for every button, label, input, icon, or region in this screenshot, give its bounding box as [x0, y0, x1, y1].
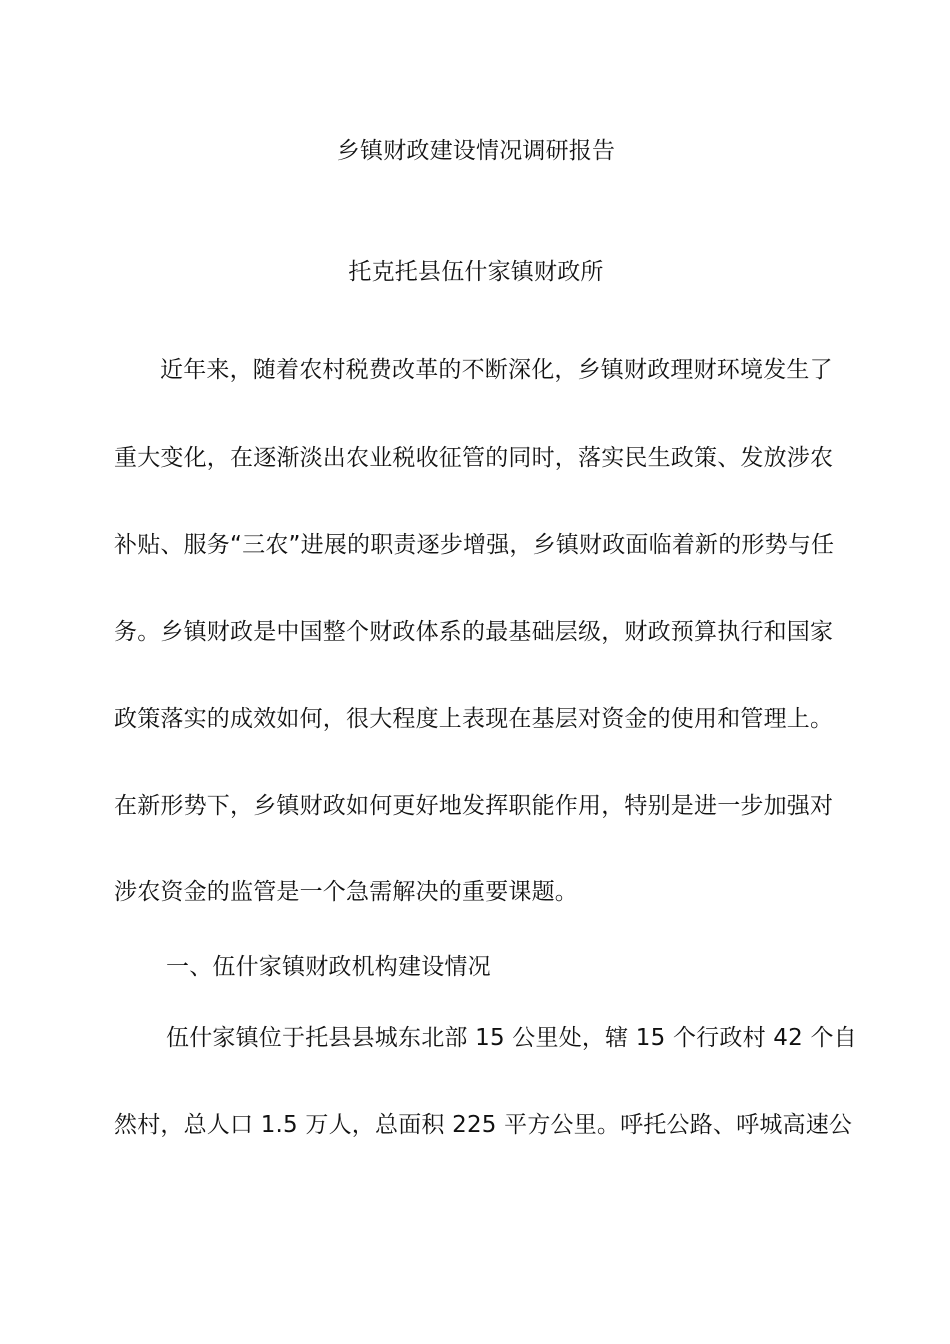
section-heading: 一、伍什家镇财政机构建设情况 [166, 954, 491, 980]
paragraph-line: 补贴、服务“三农”进展的职责逐步增强，乡镇财政面临着新的形势与任 [114, 532, 835, 558]
paragraph-line: 然村，总人口 1.5 万人，总面积 225 平方公里。呼托公路、呼城高速公 [114, 1112, 853, 1138]
document-title: 乡镇财政建设情况调研报告 [336, 138, 616, 164]
paragraph-line: 务。乡镇财政是中国整个财政体系的最基础层级，财政预算执行和国家 [114, 619, 834, 645]
paragraph-line: 政策落实的成效如何，很大程度上表现在基层对资金的使用和管理上。 [114, 706, 834, 732]
paragraph-line: 在新形势下，乡镇财政如何更好地发挥职能作用，特别是进一步加强对 [114, 793, 834, 819]
paragraph-line: 涉农资金的监管是一个急需解决的重要课题。 [114, 879, 578, 905]
paragraph-line: 重大变化，在逐渐淡出农业税收征管的同时，落实民生政策、发放涉农 [114, 445, 834, 471]
paragraph-line: 伍什家镇位于托县县城东北部 15 公里处，辖 15 个行政村 42 个自 [166, 1025, 857, 1051]
document-author: 托克托县伍什家镇财政所 [348, 259, 604, 285]
paragraph-line: 近年来，随着农村税费改革的不断深化，乡镇财政理财环境发生了 [160, 357, 833, 383]
